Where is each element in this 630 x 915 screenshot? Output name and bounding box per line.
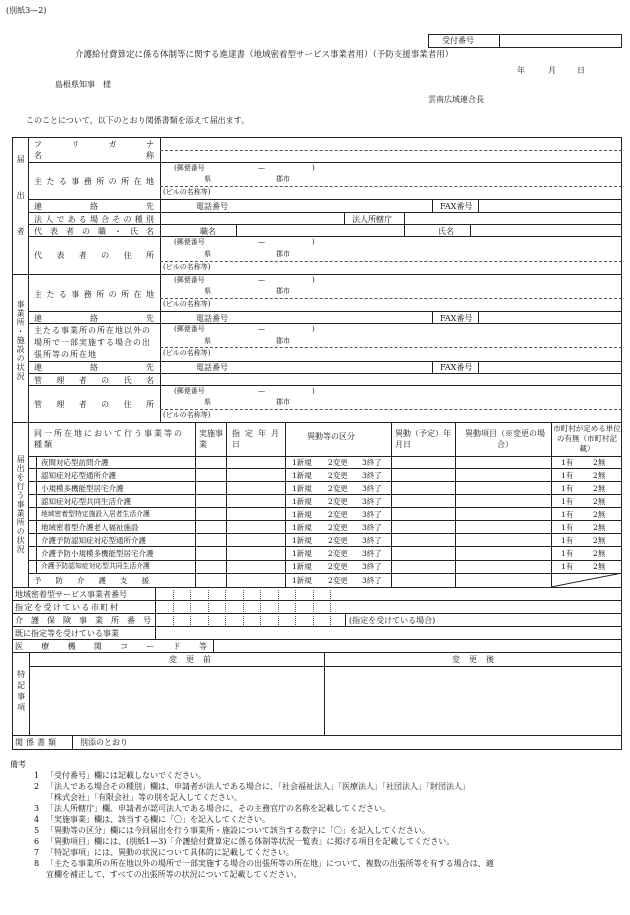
header-municipal: 市町村が定める単位の有無（市町村記載） [553,424,621,453]
date-day: 日 [577,66,585,75]
header-change-date: 異動（予定）年月日 [395,429,451,449]
addressee: 島根県知事 様 [55,80,111,89]
section-service: 届出を行う事業所の状況 [16,455,26,554]
service-row-name: 地域密着型特定施設入居者生活介護 [41,510,150,518]
label-biz-no: 地域密着型サービス事業者番号 [15,590,127,599]
label-other-designation: 既に指定等を受けている事業 [15,629,119,638]
attachments-value: 別添のとおり [80,738,128,747]
header-change-item: 異動項目（※変更の場合） [465,429,545,449]
service-row-name: 小規模多機能型居宅介護 [41,484,124,493]
ins-note: (指定を受けている場合) [349,616,436,625]
service-row-name: 地域密着型介護老人福祉施設 [41,523,139,532]
label-municipality: 指定を受けている市町村 [15,603,120,612]
label-facility-contact: 連 絡 先 [34,314,154,323]
label-branch-contact: 連 絡 先 [34,363,154,372]
label-branch-office: 主たる事業所の所在地以外の場所で一部実施する場合の出張所等の所在地 [34,326,151,359]
date-month: 月 [548,66,556,75]
service-row-name: 認知症対応型共同生活介護 [41,497,131,506]
sender: 雲南広域連合長 [428,95,484,104]
section-applicant: 届出者 [16,155,26,263]
attachments-label: 関係書類 [15,738,59,747]
label-manager-address: 管 理 者 の 住 所 [34,400,154,409]
service-row-name: 認知症対応型通所介護 [41,471,116,480]
section-facility: 事業所・施設の状況 [16,300,26,381]
form-id: (別紙3—2) [6,6,47,15]
remarks-after: 変更後 [452,655,503,664]
label-name: 名 称 [34,151,154,160]
header-impl: 実施事業 [199,429,223,449]
label-representative: 代 表 者 の 職 ・ 氏 名 [34,227,154,236]
service-row-name: 介護予防認知症対応型通所介護 [41,536,146,545]
service-row-name: 介護予防認知症対応型共同生活介護 [41,562,150,570]
label-manager-name: 管 理 者 の 氏 名 [34,376,154,385]
receipt-number-box[interactable] [428,34,622,48]
header-same-address: 同一所在地において行う事業等の種類 [34,429,184,449]
remarks-before: 変更前 [169,655,220,664]
diagonal-strike [551,573,622,587]
remarks-label: 特記事項 [16,670,26,714]
date-year: 年 [517,66,525,75]
label-furigana: フ リ ガ ナ [34,140,154,149]
receipt-number-label: 受付番号 [442,36,474,45]
label-contact: 連 絡 先 [34,202,154,211]
header-designated-date: 指定年月日 [232,429,284,449]
service-row-name: 介護予防小規模多機能型居宅介護 [41,549,154,558]
label-ins-no: 介 護 保 険 事 業 所 番 号 [15,616,151,625]
label-rep-address: 代 表 者 の 住 所 [34,251,154,260]
intro-text: このことについて、以下のとおり関係書類を添えて届出ます。 [26,116,250,125]
header-change-type: 異動等の区分 [307,432,355,441]
page-title: 介護給付費算定に係る体制等に関する進達書（地域密着型サービス事業者用）（予防支援事業者用） [75,50,454,60]
service-row-name: 夜間対応型訪問介護 [41,458,109,467]
label-facility-main-office: 主 た る 事 務 所 の 所 在 地 [34,290,154,299]
service-row-name: 予防介護支援 [34,576,163,585]
label-main-office: 主 た る 事 務 所 の 所 在 地 [34,177,154,186]
notes-title: 備考 [10,760,26,769]
label-corp-type: 法 人 で あ る 場 合 そ の 種 別 [34,215,154,224]
label-medical-code: 医 療 機 関 コ ー ド 等 [15,642,209,651]
